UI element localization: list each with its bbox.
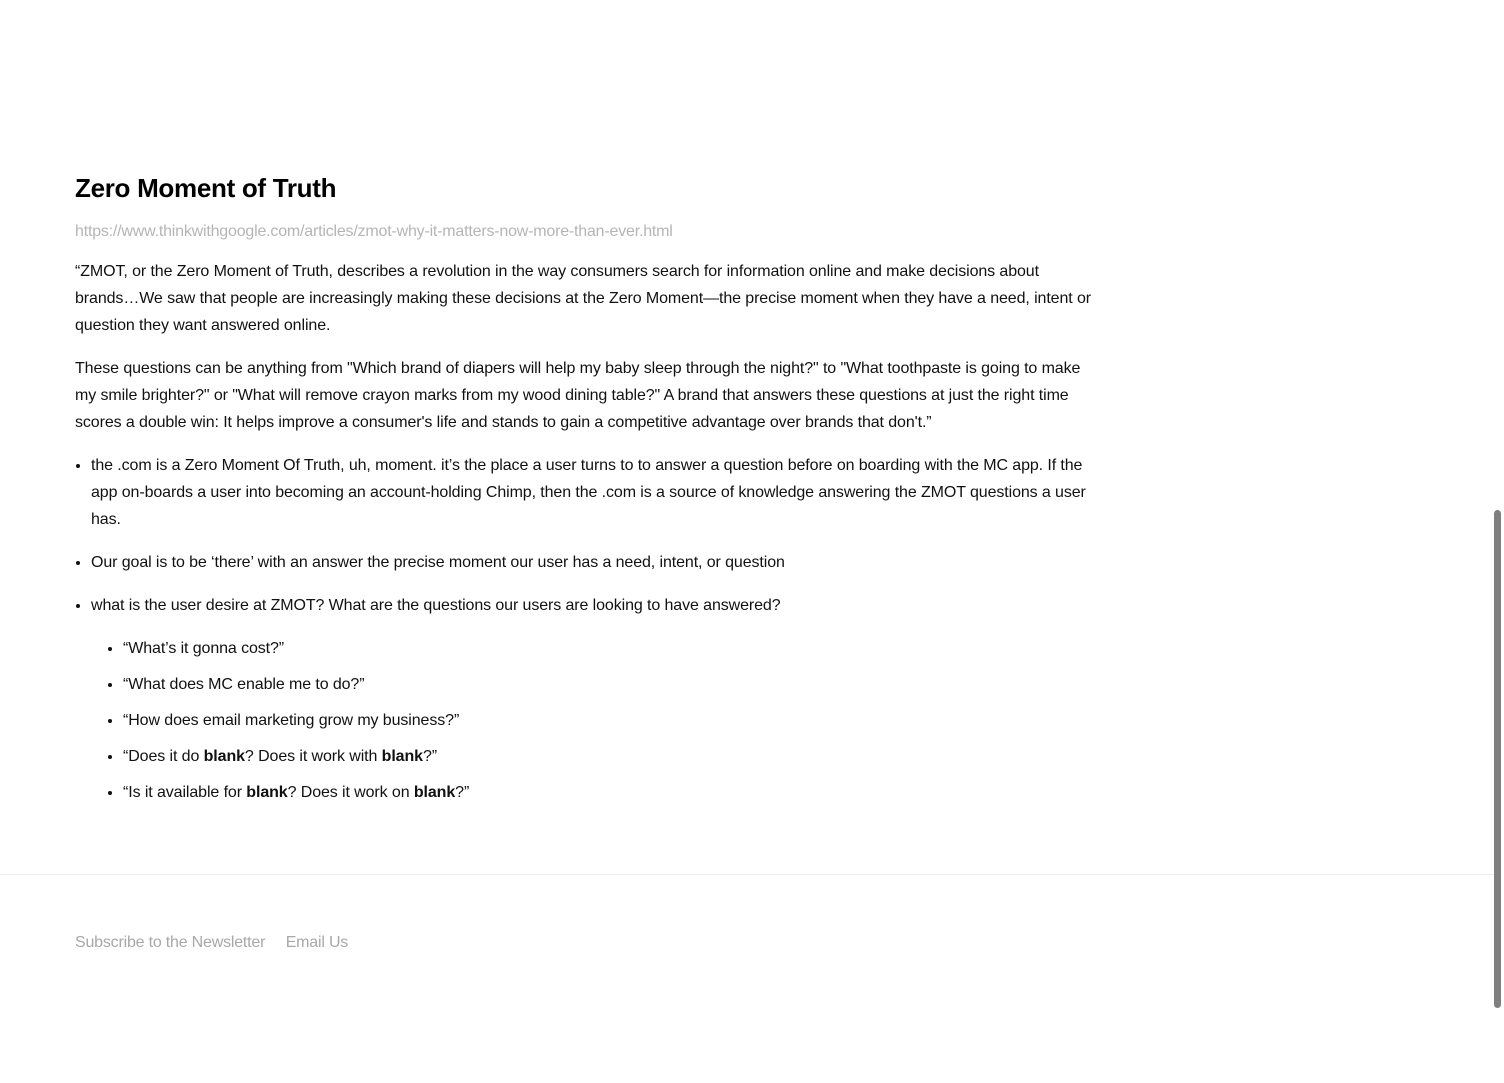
quote-paragraph: These questions can be anything from "Which brand of diapers will help my baby sleep through the night?" to "What toothpaste is going to make my smile brighter?" or "What will remove crayon marks from my wood dining table?" A brand that answers these questions at just the right time scores a double win: It helps improve a consumer's life and stands to gain a competitive advantage over brands that don't.” <box>75 360 1081 431</box>
subscribe-newsletter-link[interactable]: Subscribe to the Newsletter <box>75 934 266 951</box>
question-item <box>123 743 1105 770</box>
questions-list <box>91 635 1105 806</box>
question-text: “Does it do <box>123 748 204 765</box>
emphasis-text: blank <box>203 748 245 765</box>
source-link[interactable]: https://www.thinkwithgoogle.com/articles/zmot-why-it-matters-now-more-than-ever.html <box>75 223 673 240</box>
footer-divider <box>0 874 1496 875</box>
quote-paragraph: “ZMOT, or the Zero Moment of Truth, describes a revolution in the way consumers search for information online and make decisions about brands…We saw that people are increasingly making these decisions at the Zero Moment—the precise moment when they have a need, intent or question they want answered online. <box>75 263 1091 334</box>
list-item: • Our goal is to be ‘there’ with an answer the precise moment our user has a need, intent, or question <box>91 549 1105 576</box>
list-item: • the .com is a Zero Moment Of Truth, uh, moment. it’s the place a user turns to to answer a question before on boarding with the MC app. If the app on-boards a user into becoming an account-holding Chimp, then the .com is a source of knowledge answering the ZMOT questions a user has. <box>91 452 1105 533</box>
notes-list <box>75 452 1105 806</box>
question-text: “Is it available for <box>123 784 247 801</box>
list-item-text: what is the user desire at ZMOT? What are the questions our users are looking to have answered? <box>91 597 781 614</box>
question-item: • “What’s it gonna cost?” <box>123 635 1105 662</box>
scrollbar-thumb[interactable] <box>1494 510 1501 1008</box>
page-title: Zero Moment of Truth <box>75 173 337 203</box>
question-text: ?” <box>455 784 470 801</box>
question-text: ?” <box>422 748 437 765</box>
article <box>75 170 1105 815</box>
emphasis-text: blank <box>246 784 288 801</box>
emphasis-text: blank <box>381 748 423 765</box>
emphasis-text: blank <box>413 784 456 801</box>
question-item: • “How does email marketing grow my business?” <box>123 707 1105 734</box>
list-item <box>91 592 1105 806</box>
question-item <box>123 779 1105 806</box>
email-us-link[interactable]: Email Us <box>285 934 349 951</box>
question-item: • “What does MC enable me to do?” <box>123 671 1105 698</box>
footer <box>75 933 364 953</box>
question-text: ? Does it work on <box>287 784 414 801</box>
question-text: ? Does it work with <box>244 748 382 765</box>
